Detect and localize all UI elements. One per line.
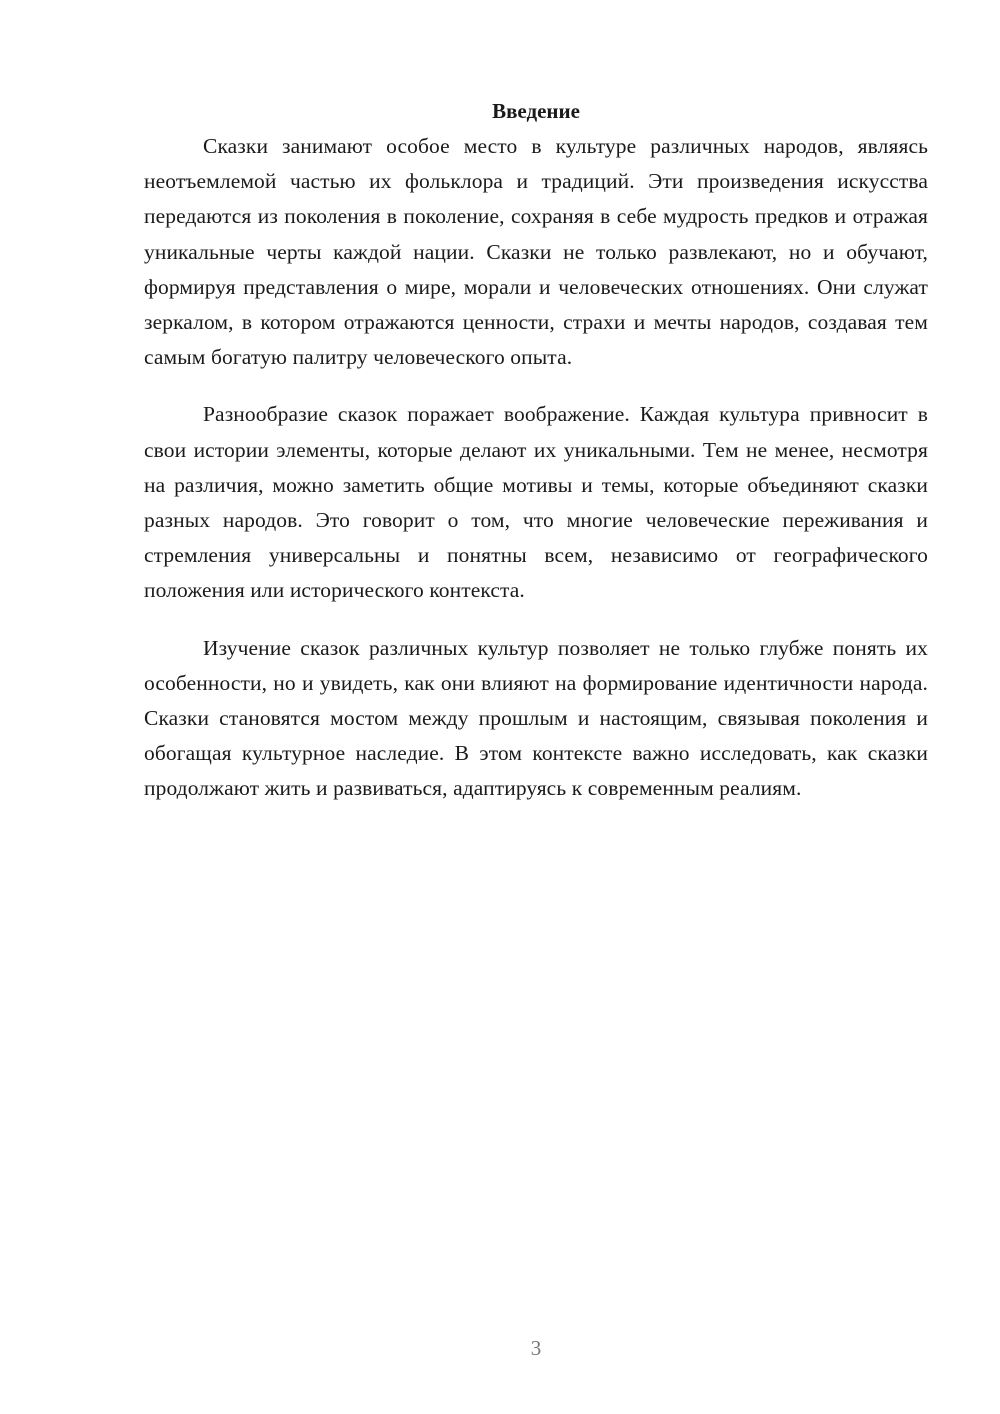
paragraph-2: Разнообразие сказок поражает воображение. Каждая культура привносит в свои истории элементы, которые делают их уникальными. Тем не менее, несмотря на различия, можно заметить общие мотивы и темы, которые объединяют сказки разных народов. Это говорит о том, что многие человеческие переживания и стремления универсальны и понятны всем, независимо от географического положения или исторического контекста.	[144, 402, 928, 603]
paragraph-3: Изучение сказок различных культур позволяет не только глубже понять их особенности, но и увидеть, как они влияют на формирование идентичности народа. Сказки становятся мостом между прошлым и настоящим, связывая поколения и обогащая культурное наследие. В этом контексте важно исследовать, как сказки продолжают жить и развиваться, адаптируясь к современным реалиям.	[144, 635, 928, 801]
paragraph-1: Сказки занимают особое место в культуре различных народов, являясь неотъемлемой частью их фольклора и традиций. Эти произведения искусства передаются из поколения в поколение, сохраняя в себе мудрость предков и отражая уникальные черты каждой нации. Сказки не только развлекают, но и обучают, формируя представления о мире, морали и человеческих отношениях. Они служат зеркалом, в котором отражаются ценности, страхи и мечты народов, создавая тем самым богатую палитру человеческого опыта.	[144, 134, 928, 370]
page-number: 3	[530, 1336, 542, 1360]
section-title: Введение	[492, 99, 580, 123]
page-content	[144, 94, 928, 829]
